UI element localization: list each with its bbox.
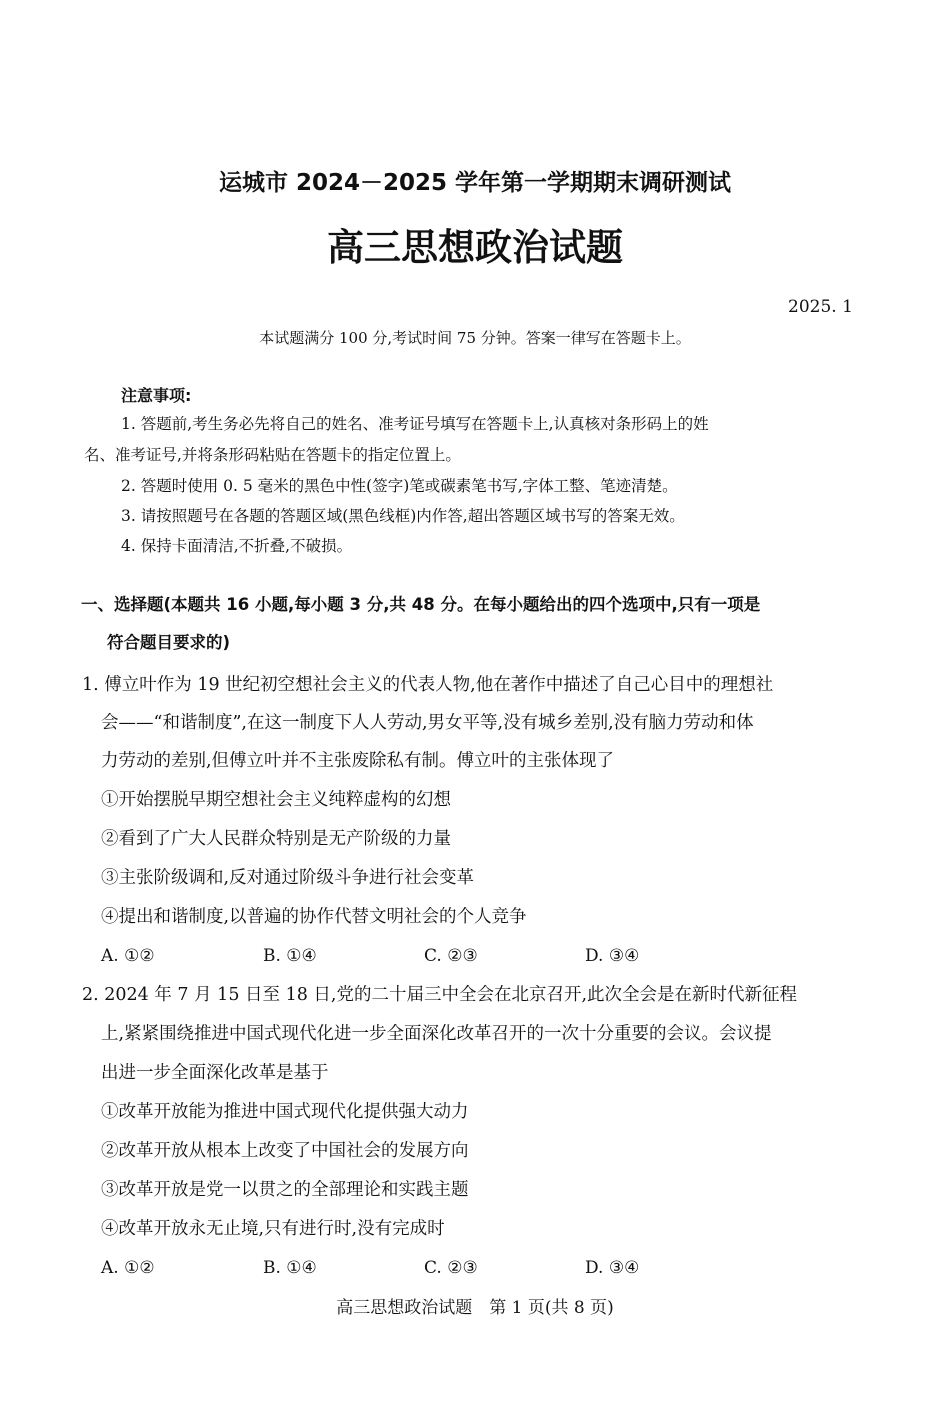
- exam-date: 2025. 1: [788, 297, 853, 317]
- statement-option: ②看到了广大人民群众特别是无产阶级的力量: [101, 829, 451, 849]
- answer-choice-b: B. ①④: [263, 1258, 317, 1278]
- section-heading: 一、选择题(本题共 16 小题,每小题 3 分,共 48 分。在每小题给出的四个选项中,只有一项是: [81, 595, 761, 614]
- statement-option: ④提出和谐制度,以普遍的协作代替文明社会的个人竞争: [101, 907, 527, 927]
- answer-choice-d: D. ③④: [585, 946, 640, 966]
- notice-heading: 注意事项:: [121, 386, 192, 405]
- question-stem-line: 上,紧紧围绕推进中国式现代化进一步全面深化改革召开的一次十分重要的会议。会议提: [101, 1024, 772, 1044]
- question-stem-line: 1. 傅立叶作为 19 世纪初空想社会主义的代表人物,他在著作中描述了自己心目中的理想社: [82, 675, 774, 695]
- statement-option: ①开始摆脱早期空想社会主义纯粹虚构的幻想: [101, 790, 451, 810]
- question-stem-line: 2. 2024 年 7 月 15 日至 18 日,党的二十届三中全会在北京召开,此次全会是在新时代新征程: [82, 985, 798, 1005]
- notice-line: 名、准考证号,并将条形码粘贴在答题卡的指定位置上。: [84, 446, 461, 464]
- statement-option: ③改革开放是党一以贯之的全部理论和实践主题: [101, 1180, 469, 1200]
- exam-intro: 本试题满分 100 分,考试时间 75 分钟。答案一律写在答题卡上。: [259, 329, 691, 347]
- answer-choice-a: A. ①②: [101, 1258, 155, 1278]
- question-stem-line: 出进一步全面深化改革是基于: [101, 1063, 329, 1083]
- subject-title: 高三思想政治试题: [327, 226, 623, 269]
- answer-choice-a: A. ①②: [101, 946, 155, 966]
- statement-option: ②改革开放从根本上改变了中国社会的发展方向: [101, 1141, 469, 1161]
- notice-line: 4. 保持卡面清洁,不折叠,不破损。: [121, 537, 353, 555]
- section-heading-cont: 符合题目要求的): [107, 633, 231, 652]
- notice-line: 3. 请按照题号在各题的答题区域(黑色线框)内作答,超出答题区域书写的答案无效。: [121, 507, 685, 525]
- answer-choice-d: D. ③④: [585, 1258, 640, 1278]
- statement-option: ④改革开放永无止境,只有进行时,没有完成时: [101, 1219, 445, 1239]
- answer-choice-c: C. ②③: [424, 1258, 478, 1278]
- statement-option: ①改革开放能为推进中国式现代化提供强大动力: [101, 1102, 469, 1122]
- exam-title: 运城市 2024－2025 学年第一学期期末调研测试: [218, 170, 732, 196]
- answer-choice-c: C. ②③: [424, 946, 478, 966]
- notice-line: 1. 答题前,考生务必先将自己的姓名、准考证号填写在答题卡上,认真核对条形码上的姓: [121, 415, 709, 433]
- page-footer: 高三思想政治试题 第 1 页(共 8 页): [336, 1298, 614, 1318]
- question-stem-line: 会——“和谐制度”,在这一制度下人人劳动,男女平等,没有城乡差别,没有脑力劳动和体: [101, 713, 754, 733]
- question-stem-line: 力劳动的差别,但傅立叶并不主张废除私有制。傅立叶的主张体现了: [101, 751, 615, 771]
- statement-option: ③主张阶级调和,反对通过阶级斗争进行社会变革: [101, 868, 475, 888]
- notice-line: 2. 答题时使用 0. 5 毫米的黑色中性(签字)笔或碳素笔书写,字体工整、笔迹清楚。: [121, 477, 678, 495]
- answer-choice-b: B. ①④: [263, 946, 317, 966]
